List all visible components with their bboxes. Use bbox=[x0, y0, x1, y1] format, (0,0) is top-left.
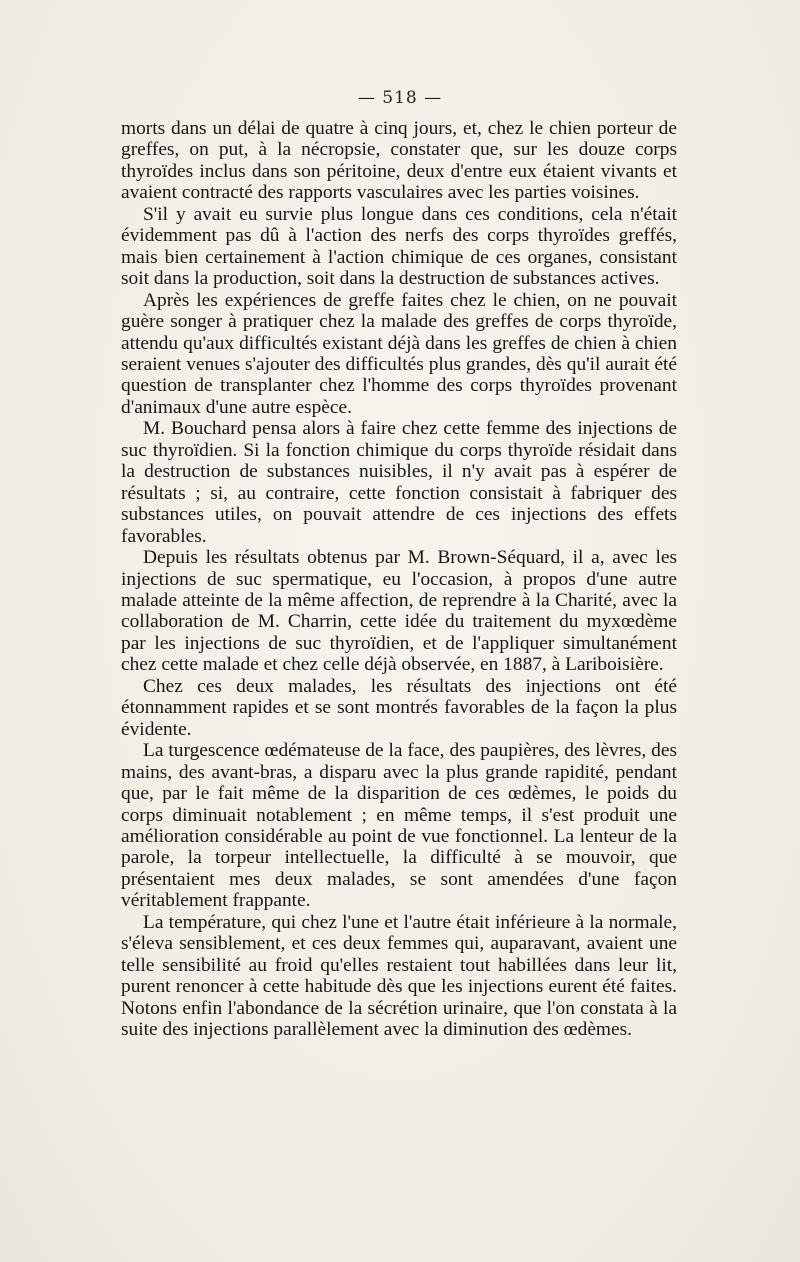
paragraph-1: morts dans un délai de quatre à cinq jours, et, chez le chien porteur de greffes, on put, à la nécropsie, constater que, sur les douze corps thyroïdes inclus dans son péritoine, deux d'entre eux étaient vivants et avaient contracté des rapports vasculaires avec les parties voisines. bbox=[121, 118, 677, 204]
paragraph-8: La température, qui chez l'une et l'autre était inférieure à la normale, s'éleva sensiblement, et ces deux femmes qui, auparavant, avaient une telle sensibilité au froid qu'elles restaient tout habillées dans leur lit, purent renoncer à cette habitude dès que les injections eurent été faites. Notons enfin l'abondance de la sécrétion urinaire, que l'on constata à la suite des injections parallèlement avec la diminution des œdèmes. bbox=[121, 911, 677, 1041]
page-number: — 518 — bbox=[357, 88, 443, 108]
body-text bbox=[121, 118, 677, 1040]
paragraph-4: M. Bouchard pensa alors à faire chez cette femme des injections de suc thyroïdien. Si la fonction chimique du corps thyroïde résidait dans la destruction de substances nuisibles, il n'y avait pas à espérer de résultats ; si, au contraire, cette fonction consistait à fabriquer des substances utiles, on pouvait attendre de ces injections des effets favorables. bbox=[121, 418, 677, 547]
paragraph-3: Après les expériences de greffe faites chez le chien, on ne pouvait guère songer à pratiquer chez la malade des greffes de corps thyroïde, attendu qu'aux difficultés existant déjà dans les greffes de chien à chien seraient venues s'ajouter des difficultés plus grandes, dès qu'il aurait été question de transplanter chez l'homme des corps thyroïdes provenant d'animaux d'une autre espèce. bbox=[121, 289, 677, 418]
paragraph-2: S'il y avait eu survie plus longue dans ces conditions, cela n'était évidemment pas dû à l'action des nerfs des corps thyroïdes greffés, mais bien certainement à l'action chimique de ces organes, consistant soit dans la production, soit dans la destruction de substances actives. bbox=[121, 203, 677, 290]
paragraph-5: Depuis les résultats obtenus par M. Brown-Séquard, il a, avec les injections de suc spermatique, eu l'occasion, à propos d'une autre malade atteinte de la même affection, de reprendre à la Charité, avec la collaboration de M. Charrin, cette idée du traitement du myxœdème par les injections de suc thyroïdien, et de l'appliquer simultanément chez cette malade et chez celle déjà observée, en 1887, à Lariboisière. bbox=[121, 547, 677, 676]
paragraph-6: Chez ces deux malades, les résultats des injections ont été étonnamment rapides et se sont montrés favorables de la façon la plus évidente. bbox=[121, 675, 677, 740]
paragraph-7: La turgescence œdémateuse de la face, des paupières, des lèvres, des mains, des avant-bras, a disparu avec la plus grande rapidité, pendant que, par le fait même de la disparition de ces œdèmes, le poids du corps diminuait notablement ; en même temps, il s'est produit une amélioration considérable au point de vue fonctionnel. La lenteur de la parole, la torpeur intellectuelle, la difficulté à se mouvoir, que présentaient mes deux malades, se sont amendées d'une façon véritablement frappante. bbox=[121, 740, 677, 912]
